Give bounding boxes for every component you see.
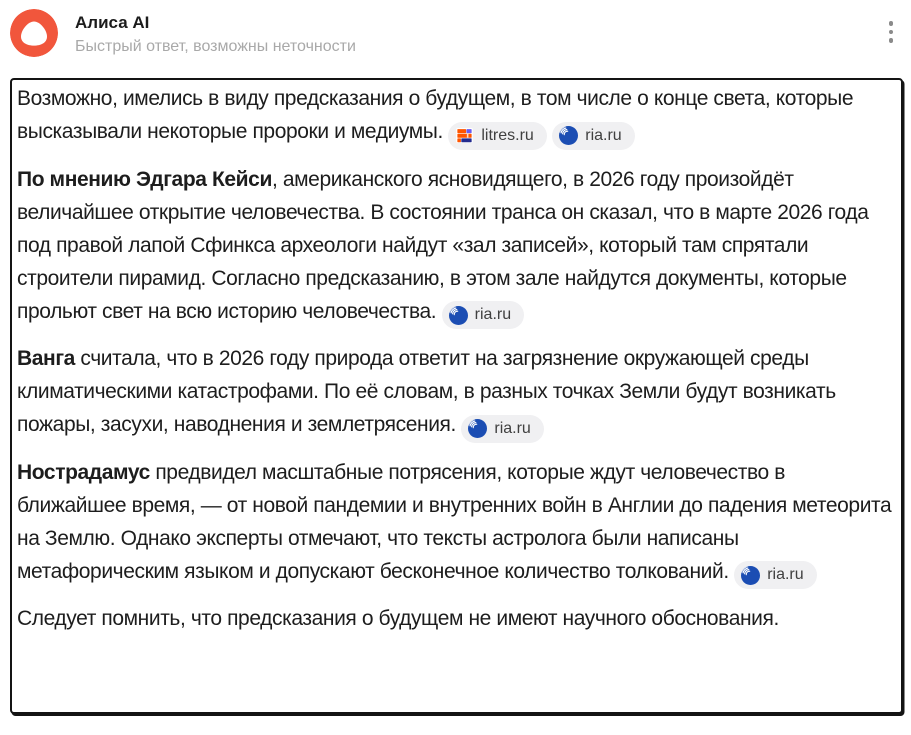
- paragraph-lead-bold: По мнению Эдгара Кейси: [17, 167, 272, 191]
- citation-chip-ria-ru[interactable]: [552, 122, 634, 150]
- kebab-dot: [889, 30, 894, 35]
- paragraph-lead-bold: Ванга: [17, 347, 75, 370]
- litres-icon: [455, 126, 474, 145]
- ria-icon: [468, 419, 487, 438]
- citation-label: ria.ru: [767, 566, 804, 583]
- header-text: [75, 9, 356, 57]
- citation-chip-ria-ru[interactable]: [461, 415, 543, 443]
- answer-paragraph: Возможно, имелись в виду предсказания о будущем, в том числе о конце света, которые высказывали некоторые пророки и медиумы. litres.ru ria.ru: [17, 82, 896, 150]
- answer-paragraph: Нострадамус предвидел масштабные потрясения, которые ждут человечество в ближайшее время, — от новой пандемии и внутренних войн в Англии до падения метеорита на Землю. Однако эксперты отмечают, что тексты астролога были написаны метафорическим языком и допускают бесконечное количество толкований. ria.ru: [17, 456, 896, 590]
- citation-label: ria.ru: [494, 419, 531, 437]
- ria-icon: [449, 306, 468, 325]
- answer-paragraph: Следует помнить, что предсказания о будущем не имеют научного обоснования.: [17, 607, 779, 630]
- paragraph-lead-bold: Нострадамус: [17, 460, 150, 484]
- answer-paragraph: Ванга считала, что в 2026 году природа ответит на загрязнение окружающей среды климатическими катастрофами. По её словам, в разных точках Земли будут возникать пожары, засухи, наводнения и землетрясения. ria.ru: [17, 342, 896, 443]
- answer-box[interactable]: [10, 78, 903, 714]
- citation-label: ria.ru: [585, 126, 622, 144]
- answer-header: [0, 0, 911, 57]
- citation-chip-ria-ru[interactable]: [734, 561, 816, 589]
- citation-chip-ria-ru[interactable]: [442, 301, 524, 329]
- ria-icon: [741, 566, 760, 585]
- citation-label: litres.ru: [481, 126, 534, 144]
- citation-label: ria.ru: [474, 306, 512, 323]
- answer-paragraph: По мнению Эдгара Кейси, американского ясновидящего, в 2026 году произойдёт величайшее открытие человечества. В состоянии транса он сказал, что в марте 2026 года под правой лапой Сфинкса археологи найдут «зал записей», который там спрятали строители пирамид. Согласно предсказанию, в этом зале найдутся документы, которые прольют свет на всю историю человечества. ria.ru: [17, 163, 896, 330]
- kebab-dot: [889, 21, 894, 26]
- citation-chip-litres-ru[interactable]: [448, 122, 546, 150]
- ria-icon: [559, 126, 578, 145]
- kebab-menu-icon[interactable]: [881, 9, 902, 55]
- alice-logo-icon: [10, 9, 58, 57]
- kebab-dot: [889, 38, 894, 43]
- assistant-subtitle: Быстрый ответ, возможны неточности: [75, 38, 356, 55]
- assistant-title: Алиса AI: [75, 13, 150, 32]
